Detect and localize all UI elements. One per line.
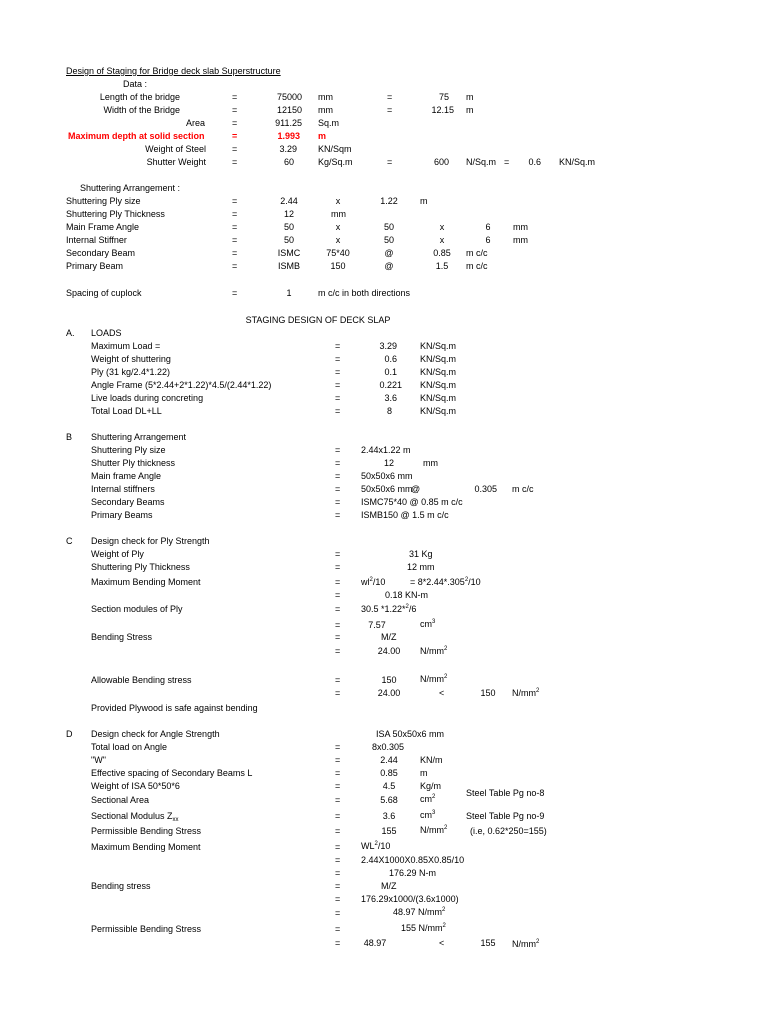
- bending-moment-label: Maximum Bending Moment: [91, 577, 201, 587]
- effective-spacing-label: Effective spacing of Secondary Beams L: [91, 768, 253, 778]
- max-depth-label: Maximum depth at solid section: [68, 131, 205, 141]
- load-row-unit: KN/Sq.m: [420, 393, 457, 403]
- eq-sign: =: [232, 222, 238, 232]
- at-sign: @: [384, 248, 394, 258]
- section-letter: D: [66, 729, 73, 739]
- area-label: Area: [185, 118, 205, 128]
- eq-sign: =: [232, 261, 238, 271]
- less-than-sign: <: [439, 688, 445, 698]
- allowable-limit-value: 150: [480, 688, 496, 698]
- ply-weight-label: Weight of Ply: [91, 549, 144, 559]
- section-modulus-label: Section modules of Ply: [91, 604, 183, 614]
- less-than-sign: <: [439, 938, 445, 948]
- section-title: STAGING DESIGN OF DECK SLAP: [245, 315, 391, 325]
- steel-table-reference: Steel Table Pg no-9: [466, 811, 545, 821]
- stiffner-value: 50x50x6 mm: [361, 484, 413, 494]
- eq-sign: =: [335, 768, 341, 778]
- ply-size-b: 1.22: [380, 196, 398, 206]
- secondary-beams-value: ISMC75*40 @ 0.85 m c/c: [361, 497, 463, 507]
- eq-sign: =: [232, 157, 238, 167]
- eq-sign: =: [335, 577, 341, 587]
- permissible-stress-unit: $N/mm^2$: [420, 825, 448, 835]
- angle-permissible-stress-value: 155 $N/mm^2$: [401, 923, 446, 933]
- eq-sign: =: [232, 196, 238, 206]
- at-sign: @: [411, 484, 421, 494]
- load-row-value: 0.1: [384, 367, 397, 377]
- cuplock-unit: m c/c in both directions: [318, 288, 411, 298]
- permissible-stress-label: Permissible Bending Stress: [91, 826, 202, 836]
- allowable-stress-label: Allowable Bending stress: [91, 675, 192, 685]
- frame-angle-c: 6: [485, 222, 491, 232]
- load-row-value: 0.6: [384, 354, 397, 364]
- load-row-label: Live loads during concreting: [91, 393, 204, 403]
- width-unit: mm: [318, 105, 333, 115]
- times-sign: x: [439, 235, 445, 245]
- sectional-modulus-label: Sectional Modulus $Z_{xx}$: [91, 811, 179, 823]
- times-sign: x: [335, 196, 341, 206]
- steel-table-reference: Steel Table Pg no-8: [466, 788, 545, 798]
- eq-sign: =: [335, 742, 341, 752]
- eq-sign: =: [335, 646, 341, 656]
- angle-bending-stress-formula: M/Z: [381, 881, 397, 891]
- length-unit-m: m: [466, 92, 474, 102]
- width-label: Width of the Bridge: [103, 105, 180, 115]
- eq-sign: =: [335, 445, 341, 455]
- eq-sign: =: [232, 209, 238, 219]
- load-row-label: Ply (31 kg/2.4*1.22): [91, 367, 171, 377]
- eq-sign: =: [335, 354, 341, 364]
- isa-weight-value: 4.5: [382, 781, 396, 791]
- cuplock-value: 1: [286, 288, 292, 298]
- angle-bending-moment-value: 176.29 N-m: [389, 868, 437, 878]
- load-row-unit: KN/Sq.m: [420, 354, 457, 364]
- section-letter: A.: [66, 328, 75, 338]
- load-row-label: Angle Frame (5*2.44+2*1.22)*4.5/(2.44*1.22): [91, 380, 272, 390]
- eq-sign: =: [335, 406, 341, 416]
- eq-sign: =: [232, 118, 238, 128]
- stiffner-spacing: 0.305: [474, 484, 497, 494]
- shutter-weight-unit: Kg/Sq.m: [318, 157, 353, 167]
- load-row-label: Weight of shuttering: [91, 354, 171, 364]
- length-label: Length of the bridge: [99, 92, 180, 102]
- computed-stress-value: 24.00: [377, 688, 401, 698]
- section-letter: B: [66, 432, 73, 442]
- eq-sign: =: [335, 549, 341, 559]
- eq-sign: =: [335, 393, 341, 403]
- eq-sign: =: [232, 131, 238, 141]
- ply-thickness-unit: mm: [423, 458, 438, 468]
- eq-sign: =: [335, 484, 341, 494]
- eq-sign: =: [335, 471, 341, 481]
- load-row-unit: KN/Sq.m: [420, 380, 457, 390]
- secondary-beam-type: ISMC: [277, 248, 301, 258]
- permissible-stress-value: 155: [381, 826, 397, 836]
- eq-sign: =: [232, 288, 238, 298]
- document-title: Design of Staging for Bridge deck slab Superstructure: [66, 66, 281, 76]
- length-value-m: 75: [438, 92, 449, 102]
- area-value: 911.25: [275, 118, 302, 128]
- primary-beam-label: Primary Beam: [66, 261, 124, 271]
- angle-bending-moment-label: Maximum Bending Moment: [91, 842, 201, 852]
- shutter-weight-unit-n: N/Sq.m: [466, 157, 497, 167]
- eq-sign: =: [335, 811, 341, 821]
- max-depth-value: 1.993: [277, 131, 300, 141]
- section-modulus-formula: 30.5 *1.22*$^2$/6: [361, 604, 417, 614]
- eq-sign: =: [335, 894, 341, 904]
- frame-angle-unit: mm: [513, 222, 528, 232]
- stiffner-label: Internal stiffners: [91, 484, 155, 494]
- eq-sign: =: [335, 938, 341, 948]
- final-limit-unit: $N/mm^2$: [512, 939, 540, 949]
- allowable-limit-unit: $N/mm^2$: [512, 688, 540, 698]
- angle-bending-stress-label: Bending stress: [91, 881, 151, 891]
- eq-sign: =: [335, 688, 341, 698]
- w-label: "W": [91, 755, 106, 765]
- eq-sign: =: [232, 235, 238, 245]
- secondary-beams-label: Secondary Beams: [91, 497, 165, 507]
- primary-beam-spacing: 1.5: [435, 261, 449, 271]
- bending-moment-value: 0.18 KN-m: [385, 590, 429, 600]
- frame-angle-value: 50x50x6 mm: [361, 471, 413, 481]
- frame-angle-a: 50: [283, 222, 295, 232]
- max-depth-unit: m: [318, 131, 327, 141]
- stiffner-label: Internal Stiffner: [66, 235, 127, 245]
- shutter-weight-value-n: 600: [433, 157, 449, 167]
- secondary-beam-unit: m c/c: [466, 248, 488, 258]
- primary-beam-size: 150: [330, 261, 346, 271]
- final-limit-value: 155: [480, 938, 496, 948]
- eq-sign: =: [335, 380, 341, 390]
- ply-size-label: Shuttering Ply size: [91, 445, 166, 455]
- primary-beams-value: ISMB150 @ 1.5 m c/c: [361, 510, 449, 520]
- eq-sign: =: [232, 144, 238, 154]
- ply-thickness-label: Shutter Ply thickness: [91, 458, 176, 468]
- cuplock-label: Spacing of cuplock: [66, 288, 142, 298]
- eq-sign: =: [387, 92, 393, 102]
- primary-beam-unit: m c/c: [466, 261, 488, 271]
- eq-sign: =: [232, 248, 238, 258]
- eq-sign: =: [232, 92, 238, 102]
- steel-weight-label: Weight of Steel: [145, 144, 206, 154]
- load-row-value: 3.6: [384, 393, 397, 403]
- length-unit: mm: [318, 92, 333, 102]
- load-row-unit: KN/Sq.m: [420, 406, 457, 416]
- allowable-stress-value: 150: [381, 675, 397, 685]
- shutter-weight-value: 60: [283, 157, 294, 167]
- load-row-unit: KN/Sq.m: [420, 341, 457, 351]
- eq-sign: =: [335, 497, 341, 507]
- frame-angle-label: Main Frame Angle: [66, 222, 140, 232]
- load-row-value: 0.221: [379, 380, 402, 390]
- eq-sign: =: [335, 795, 341, 805]
- angle-bending-moment-substitution: 2.44X1000X0.85X0.85/10: [361, 855, 465, 865]
- steel-weight-unit: KN/Sqm: [318, 144, 352, 154]
- section-modulus-value: 7.57: [368, 620, 386, 630]
- eq-sign: =: [335, 604, 341, 614]
- bending-moment-substitution: = $8*2.44*.305^2/10$: [410, 577, 481, 587]
- sectional-area-unit: $cm^2$: [420, 794, 436, 804]
- times-sign: x: [439, 222, 445, 232]
- eq-sign: =: [335, 881, 341, 891]
- eq-sign: =: [335, 781, 341, 791]
- eq-sign: =: [504, 157, 510, 167]
- eq-sign: =: [335, 367, 341, 377]
- isa-weight-label: Weight of ISA 50*50*6: [91, 781, 180, 791]
- stiffner-c: 6: [485, 235, 491, 245]
- angle-bending-stress-value: 48.97 $N/mm^2$: [393, 907, 446, 917]
- eq-sign: =: [335, 675, 341, 685]
- stiffner-spacing-unit: m c/c: [512, 484, 534, 494]
- shutter-weight-unit-kn: KN/Sq.m: [559, 157, 596, 167]
- final-stress-value: 48.97: [363, 938, 387, 948]
- width-value: 12150: [276, 105, 302, 115]
- shutter-weight-label: Shutter Weight: [146, 157, 206, 167]
- ply-thickness-value: 12: [383, 458, 395, 468]
- load-row-value: 8: [386, 406, 392, 416]
- arrangement-heading: Shuttering Arrangement :: [80, 183, 181, 193]
- ply-size-unit: m: [420, 196, 428, 206]
- frame-angle-b: 50: [383, 222, 395, 232]
- eq-sign: =: [387, 157, 393, 167]
- load-row-label: Total Load DL+LL: [91, 406, 162, 416]
- ply-size-a: 2.44: [280, 196, 298, 206]
- eq-sign: =: [335, 855, 341, 865]
- ply-thickness-label: Shuttering Ply Thickness: [91, 562, 190, 572]
- eq-sign: =: [335, 590, 341, 600]
- section-modulus-unit: $cm^3$: [420, 619, 436, 629]
- stiffner-unit: mm: [513, 235, 528, 245]
- eq-sign: =: [335, 632, 341, 642]
- section-heading: Design check for Angle Strength: [91, 729, 220, 739]
- angle-permissible-stress-label: Permissible Bending Stress: [91, 924, 202, 934]
- width-unit-m: m: [466, 105, 474, 115]
- width-value-m: 12.15: [431, 105, 454, 115]
- eq-sign: =: [335, 868, 341, 878]
- bending-moment-formula: $wl^2/10$: [361, 577, 386, 587]
- times-sign: x: [335, 222, 341, 232]
- w-value: 2.44: [380, 755, 398, 765]
- angle-bending-stress-substitution: 176.29x1000/(3.6x1000): [361, 894, 459, 904]
- at-sign: @: [384, 261, 394, 271]
- sectional-modulus-unit: $cm^3$: [420, 810, 436, 820]
- eq-sign: =: [335, 755, 341, 765]
- eq-sign: =: [335, 341, 341, 351]
- eq-sign: =: [335, 924, 341, 934]
- steel-weight-value: 3.29: [279, 144, 297, 154]
- eq-sign: =: [335, 826, 341, 836]
- total-load-value: 8x0.305: [372, 742, 405, 752]
- times-sign: x: [335, 235, 341, 245]
- effective-spacing-value: 0.85: [380, 768, 398, 778]
- w-unit: KN/m: [420, 755, 443, 765]
- bending-stress-unit: $N/mm^2$: [420, 646, 448, 656]
- total-load-label: Total load on Angle: [91, 742, 168, 752]
- eq-sign: =: [335, 842, 341, 852]
- primary-beams-label: Primary Beams: [91, 510, 153, 520]
- ply-thickness-label: Shuttering Ply Thickness: [66, 209, 165, 219]
- permissible-stress-note: (i.e, 0.62*250=155): [470, 826, 547, 836]
- frame-angle-label: Main frame Angle: [91, 471, 162, 481]
- angle-section-value: ISA 50x50x6 mm: [376, 729, 445, 739]
- secondary-beam-size: 75*40: [326, 248, 350, 258]
- eq-sign: =: [335, 510, 341, 520]
- bending-stress-formula: M/Z: [381, 632, 397, 642]
- load-row-unit: KN/Sq.m: [420, 367, 457, 377]
- ply-conclusion: Provided Plywood is safe against bending: [91, 703, 258, 713]
- ply-weight-value: 31 Kg: [409, 549, 433, 559]
- section-heading: LOADS: [91, 328, 122, 338]
- section-heading: Design check for Ply Strength: [91, 536, 210, 546]
- shutter-weight-value-kn: 0.6: [528, 157, 541, 167]
- area-unit: Sq.m: [318, 118, 340, 128]
- secondary-beam-spacing: 0.85: [433, 248, 451, 258]
- ply-thickness-value: 12: [283, 209, 295, 219]
- eq-sign: =: [335, 458, 341, 468]
- eq-sign: =: [335, 562, 341, 572]
- data-label: Data :: [123, 79, 148, 89]
- eq-sign: =: [335, 620, 341, 630]
- ply-size-value: 2.44x1.22 m: [361, 445, 411, 455]
- stiffner-b: 50: [383, 235, 395, 245]
- ply-thickness-value: 12 mm: [407, 562, 435, 572]
- length-value: 75000: [276, 92, 302, 102]
- bending-stress-label: Bending Stress: [91, 632, 153, 642]
- eq-sign: =: [335, 908, 341, 918]
- ply-thickness-unit: mm: [331, 209, 346, 219]
- section-letter: C: [66, 536, 73, 546]
- eq-sign: =: [232, 105, 238, 115]
- bending-stress-value: 24.00: [377, 646, 401, 656]
- stiffner-a: 50: [283, 235, 295, 245]
- sectional-area-label: Sectional Area: [91, 795, 150, 805]
- primary-beam-type: ISMB: [277, 261, 301, 271]
- load-row-label: Maximum Load =: [91, 341, 161, 351]
- section-heading: Shuttering Arrangement: [91, 432, 187, 442]
- isa-weight-unit: Kg/m: [420, 781, 442, 791]
- sectional-modulus-value: 3.6: [382, 811, 396, 821]
- secondary-beam-label: Secondary Beam: [66, 248, 136, 258]
- load-row-value: 3.29: [379, 341, 397, 351]
- sectional-area-value: 5.68: [380, 795, 398, 805]
- effective-spacing-unit: m: [420, 768, 428, 778]
- allowable-stress-unit: $N/mm^2$: [420, 674, 448, 684]
- ply-size-label: Shuttering Ply size: [66, 196, 141, 206]
- angle-bending-moment-formula: $WL^2/10$: [361, 841, 391, 851]
- eq-sign: =: [387, 105, 393, 115]
